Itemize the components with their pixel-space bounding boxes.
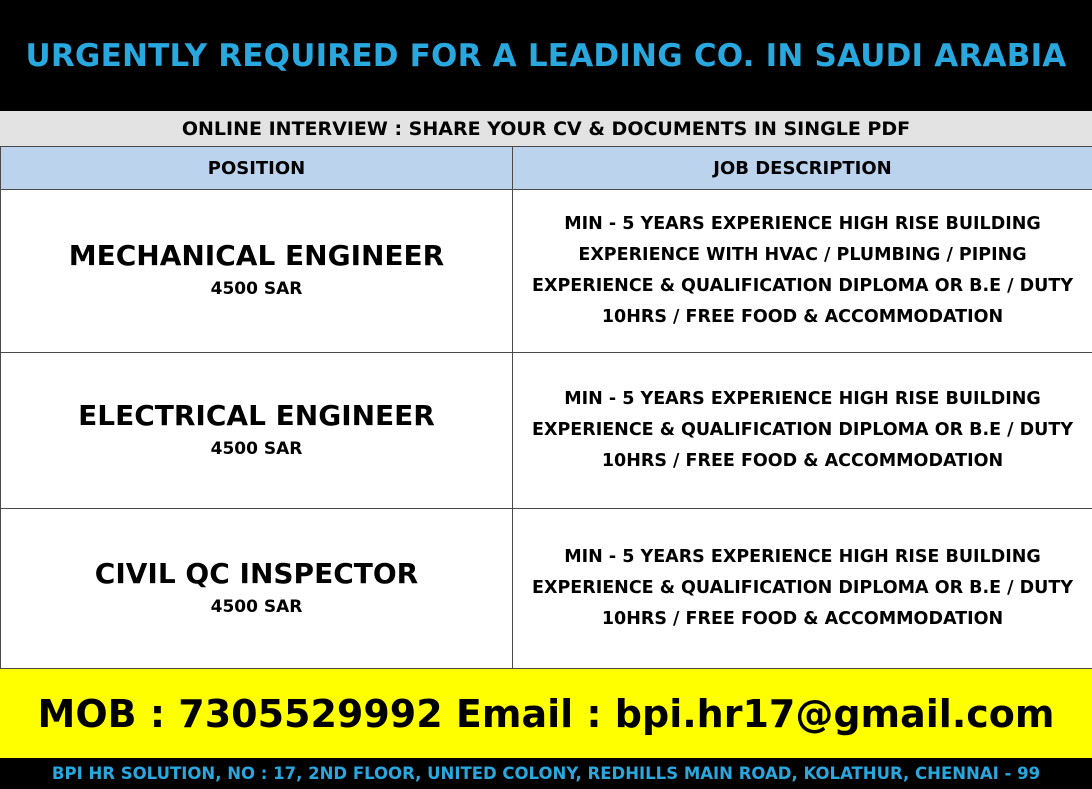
contact-info: MOB : 7305529992 Email : bpi.hr17@gmail.com xyxy=(37,691,1055,736)
description-line: MIN - 5 YEARS EXPERIENCE HIGH RISE BUILDING xyxy=(564,547,1041,567)
contact-banner xyxy=(0,669,1092,758)
column-header-description: JOB DESCRIPTION xyxy=(513,147,1092,190)
description-line: EXPERIENCE & QUALIFICATION DIPLOMA OR B.E / DUTY xyxy=(532,578,1073,598)
table-header-row xyxy=(1,147,1092,190)
description-line: EXPERIENCE WITH HVAC / PLUMBING / PIPING xyxy=(578,245,1027,265)
header-banner xyxy=(0,0,1092,111)
description-line: 10HRS / FREE FOOD & ACCOMMODATION xyxy=(601,451,1004,471)
description-line: MIN - 5 YEARS EXPERIENCE HIGH RISE BUILDING xyxy=(564,389,1041,409)
jobs-table xyxy=(0,146,1092,669)
table-row xyxy=(1,353,1092,509)
description-line: 10HRS / FREE FOOD & ACCOMMODATION xyxy=(601,609,1004,629)
footer-banner xyxy=(0,758,1092,789)
description-line: MIN - 5 YEARS EXPERIENCE HIGH RISE BUILDING xyxy=(564,214,1041,234)
position-salary: 4500 SAR xyxy=(210,438,303,459)
position-salary: 4500 SAR xyxy=(210,596,303,617)
description-cell xyxy=(513,353,1092,509)
column-header-position: POSITION xyxy=(1,147,513,190)
position-title: CIVIL QC INSPECTOR xyxy=(94,556,419,590)
description-line: 10HRS / FREE FOOD & ACCOMMODATION xyxy=(601,307,1004,327)
position-title: MECHANICAL ENGINEER xyxy=(68,239,445,272)
position-cell xyxy=(1,190,513,353)
interview-note: ONLINE INTERVIEW : SHARE YOUR CV & DOCUMENTS IN SINGLE PDF xyxy=(181,117,911,140)
subheader-banner xyxy=(0,111,1092,146)
description-line: EXPERIENCE & QUALIFICATION DIPLOMA OR B.E / DUTY xyxy=(532,276,1073,296)
table-row xyxy=(1,509,1092,669)
position-cell xyxy=(1,509,513,669)
table-row xyxy=(1,190,1092,353)
description-line: EXPERIENCE & QUALIFICATION DIPLOMA OR B.E / DUTY xyxy=(532,420,1073,440)
position-cell xyxy=(1,353,513,509)
description-cell xyxy=(513,190,1092,353)
position-salary: 4500 SAR xyxy=(210,279,303,299)
company-address: BPI HR SOLUTION, NO : 17, 2ND FLOOR, UNITED COLONY, REDHILLS MAIN ROAD, KOLATHUR, CHENNAI - 99 xyxy=(51,764,1041,783)
description-cell xyxy=(513,509,1092,669)
position-title: ELECTRICAL ENGINEER xyxy=(78,398,435,432)
page-title: URGENTLY REQUIRED FOR A LEADING CO. IN SAUDI ARABIA xyxy=(25,37,1067,74)
